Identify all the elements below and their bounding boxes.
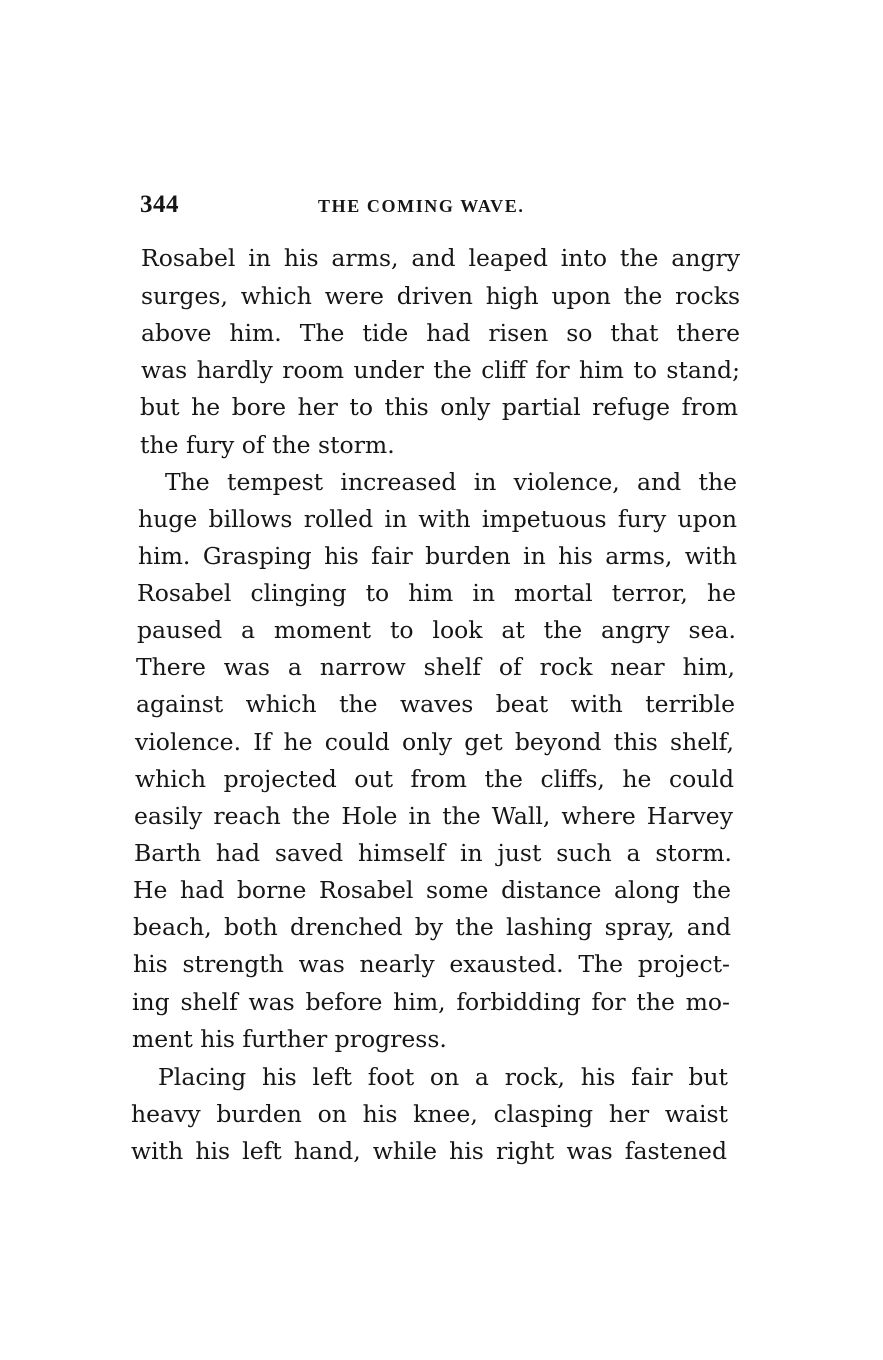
text-line: There was a narrow shelf of rock near him, <box>136 653 735 681</box>
text-line: him. Grasping his fair burden in his arms, with <box>138 542 737 570</box>
text-line: Placing his left foot on a rock, his fair but <box>158 1063 728 1091</box>
text-line: was hardly room under the cliff for him to stand; <box>141 356 740 384</box>
text-line: surges, which were driven high upon the rocks <box>141 282 740 310</box>
text-line: The tempest increased in violence, and the <box>165 468 737 496</box>
text-line: ment his further progress. <box>132 1025 447 1053</box>
page-number: 344 <box>140 191 179 218</box>
text-line: but he bore her to this only partial refuge from <box>140 393 738 421</box>
text-line: heavy burden on his knee, clasping her waist <box>131 1100 728 1128</box>
text-line: against which the waves beat with terrible <box>136 690 735 718</box>
text-line: the fury of the storm. <box>140 431 395 459</box>
text-line: Barth had saved himself in just such a storm. <box>134 839 732 867</box>
text-line: paused a moment to look at the angry sea. <box>137 616 736 644</box>
text-line: violence. If he could only get beyond this shelf, <box>135 728 734 756</box>
text-line: above him. The tide had risen so that there <box>141 319 740 347</box>
text-line: He had borne Rosabel some distance along the <box>133 876 731 904</box>
text-line: with his left hand, while his right was fastened <box>131 1137 727 1165</box>
text-line: ing shelf was before him, forbidding for the mo- <box>132 988 730 1016</box>
text-line: his strength was nearly exausted. The project- <box>133 950 730 978</box>
text-line: huge billows rolled in with impetuous fury upon <box>138 505 737 533</box>
text-line: Rosabel in his arms, and leaped into the angry <box>141 244 740 272</box>
text-line: beach, both drenched by the lashing spray, and <box>133 913 731 941</box>
text-line: Rosabel clinging to him in mortal terror, he <box>137 579 736 607</box>
text-line: which projected out from the cliffs, he could <box>135 765 734 793</box>
text-line: easily reach the Hole in the Wall, where Harvey <box>134 802 733 830</box>
running-title: THE COMING WAVE. <box>318 196 525 216</box>
